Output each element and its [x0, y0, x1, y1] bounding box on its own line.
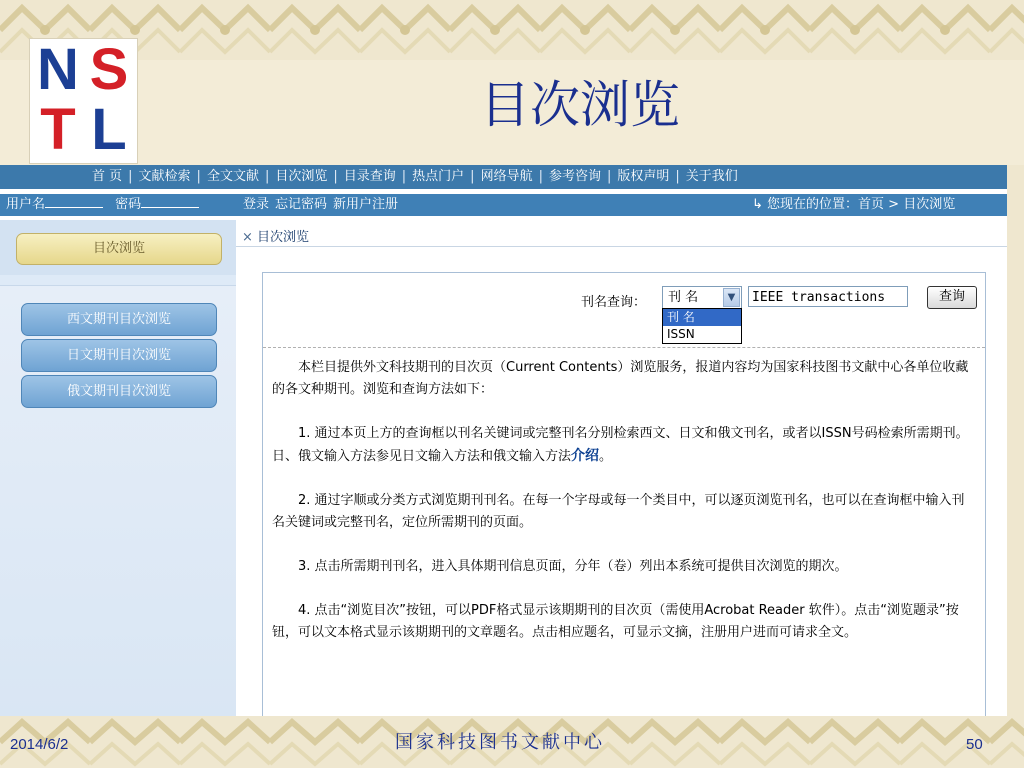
nav-separator: | [538, 169, 543, 184]
forgot-password-link[interactable]: 忘记密码 [275, 197, 328, 212]
step-1-end: 。 [599, 449, 613, 464]
nav-separator: | [401, 169, 407, 184]
nav-item-toc-browse[interactable]: 目次浏览 [275, 169, 328, 184]
logo-letter-n: N [37, 37, 79, 102]
search-type-value: 刊 名 [668, 290, 699, 305]
account-links [243, 194, 404, 216]
nav-item-literature-search[interactable]: 文献检索 [138, 169, 191, 184]
nstl-logo [29, 38, 138, 164]
step-1-paragraph [272, 423, 972, 468]
nav-item-catalog-query[interactable]: 目录查询 [343, 169, 396, 184]
nav-item-copyright[interactable]: 版权声明 [617, 169, 670, 184]
close-x-icon: × [242, 230, 253, 245]
nav-item-full-text[interactable]: 全文文献 [206, 169, 259, 184]
username-label: 用户名 [6, 197, 46, 212]
content-panel [262, 272, 986, 716]
location-breadcrumb [752, 194, 955, 216]
chevron-down-icon[interactable]: ▼ [723, 288, 740, 307]
step-4-paragraph: 4. 点击“浏览目次”按钮，可以PDF格式显示该期期刊的目次页（需使用Acrobat Reader 软件）。点击“浏览题录”按钮，可以文本格式显示该期期刊的文章题名。点击相应题名，可显示文摘，注册用户进而可请求全文。 [272, 603, 959, 640]
search-label: 刊名查询： [581, 295, 647, 310]
nav-separator: | [128, 169, 133, 184]
sidebar-item-russian-journals[interactable]: 俄文期刊目次浏览 [21, 375, 217, 408]
nav-separator: | [196, 169, 201, 184]
nav-items [92, 165, 738, 189]
sidebar [0, 220, 236, 716]
breadcrumb-divider [236, 246, 1007, 247]
login-fields [6, 194, 199, 216]
nav-separator: | [333, 169, 338, 184]
footer-date: 2014/6/2 [10, 736, 69, 753]
sidebar-current-section[interactable]: 目次浏览 [16, 233, 222, 265]
nav-item-reference-consult[interactable]: 参考咨询 [548, 169, 601, 184]
register-link[interactable]: 新用户注册 [333, 197, 399, 212]
dropdown-option-title[interactable]: 刊 名 [663, 309, 741, 326]
nav-item-hot-portals[interactable]: 热点门户 [412, 169, 465, 184]
step-3-paragraph: 3. 点击所需期刊刊名，进入具体期刊信息页面，分年（卷）列出本系统可提供目次浏览的期次。 [298, 559, 848, 574]
top-nav-bar [0, 165, 1007, 189]
login-link[interactable]: 登录 [243, 197, 270, 212]
nav-separator: | [470, 169, 475, 184]
location-text: 您现在的位置：首页 > 目次浏览 [767, 197, 956, 212]
search-divider [263, 347, 985, 348]
logo-letter-s: S [89, 37, 129, 102]
nav-item-home[interactable]: 首 页 [92, 169, 123, 184]
password-field[interactable] [141, 194, 199, 208]
location-arrow-icon: ↳ [752, 197, 768, 212]
nav-separator: | [675, 169, 680, 184]
breadcrumb-label: 目次浏览 [257, 230, 310, 245]
sidebar-list [0, 285, 236, 716]
intro-paragraph: 本栏目提供外文科技期刊的目次页（Current Contents）浏览服务，报道内容均为国家科技图书文献中心各单位收藏的各文种期刊。浏览和查询方法如下： [272, 360, 969, 397]
main-content [236, 220, 1007, 716]
page-number: 50 [966, 736, 983, 753]
search-type-select[interactable] [662, 286, 742, 309]
password-label: 密码 [115, 197, 142, 212]
logo-letter-t: T [40, 97, 76, 162]
slide-title: 目次浏览 [480, 76, 680, 134]
intro-link[interactable]: 介绍 [571, 448, 600, 464]
sidebar-item-japanese-journals[interactable]: 日文期刊目次浏览 [21, 339, 217, 372]
section-breadcrumb [242, 226, 309, 245]
nav-separator: | [264, 169, 270, 184]
step-1-text: 1. 通过本页上方的查询框以刊名关键词或完整刊名分别检索西文、日文和俄文刊名，或者以ISSN号码检索所需期刊。日、俄文输入方法参见日文输入方法和俄文输入方法 [272, 426, 969, 464]
username-field[interactable] [45, 194, 103, 208]
logo-letter-l: L [91, 97, 127, 162]
sidebar-header [0, 220, 236, 275]
login-bar [0, 194, 1007, 216]
search-type-dropdown [662, 308, 742, 344]
search-input[interactable]: IEEE transactions [748, 286, 908, 307]
search-button[interactable]: 查询 [927, 286, 977, 309]
nav-item-about[interactable]: 关于我们 [685, 169, 738, 184]
sidebar-item-western-journals[interactable]: 西文期刊目次浏览 [21, 303, 217, 336]
dropdown-option-issn[interactable]: ISSN [667, 327, 695, 341]
nav-item-web-nav[interactable]: 网络导航 [480, 169, 533, 184]
step-2-paragraph: 2. 通过字顺或分类方式浏览期刊刊名。在每一个字母或每一个类目中，可以逐页浏览刊名，也可以在查询框中输入刊名关键词或完整刊名，定位所需期刊的页面。 [272, 493, 965, 530]
footer-organization: 国家科技图书文献中心 [395, 732, 605, 753]
instructions-text [272, 357, 972, 666]
nav-separator: | [606, 169, 612, 184]
website-screenshot [0, 165, 1007, 716]
